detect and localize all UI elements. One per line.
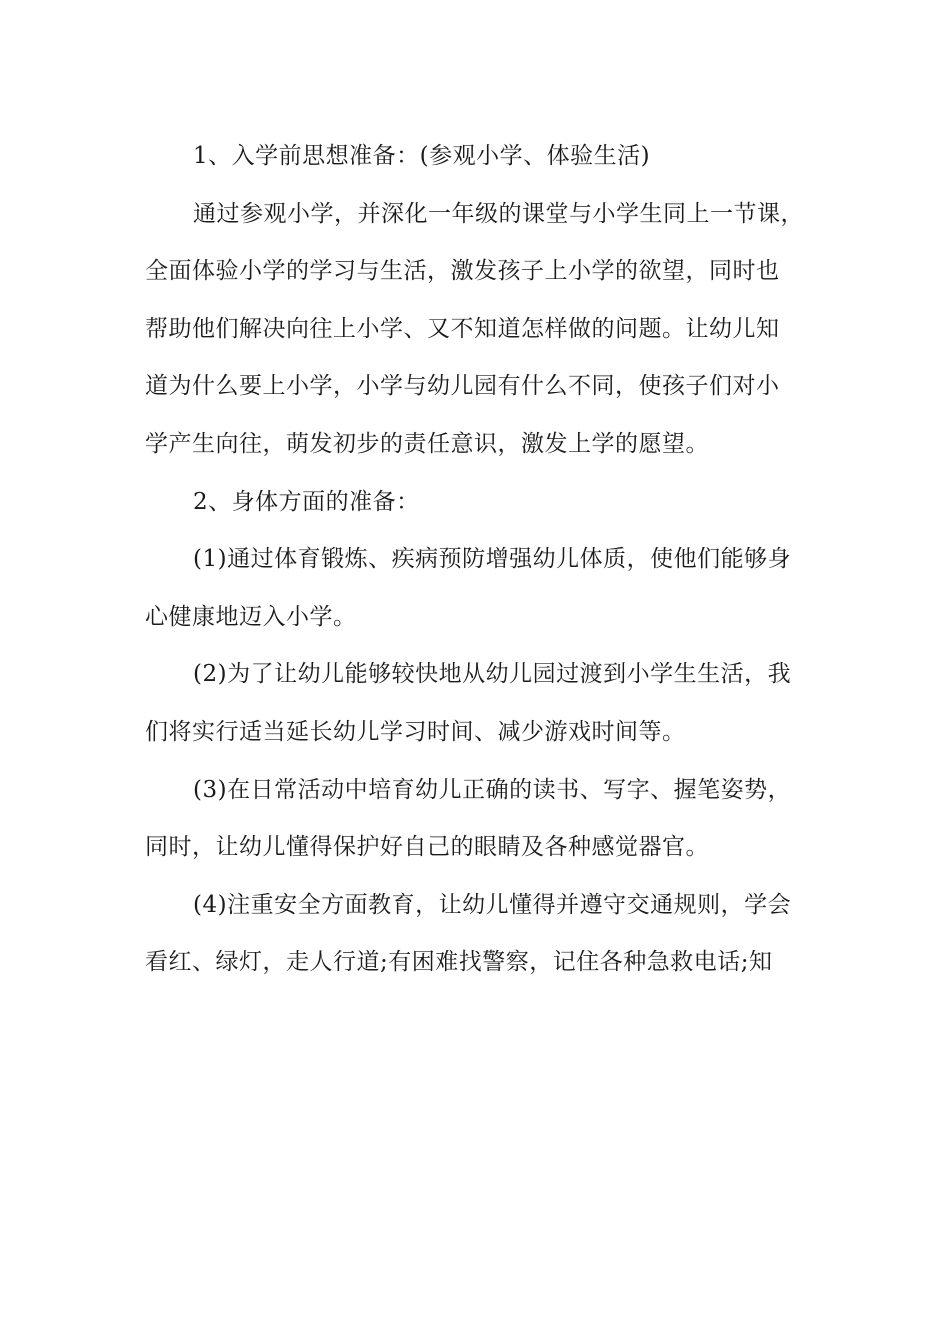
text-line: (1)通过体育锻炼、疾病预防增强幼儿体质，使他们能够身: [193, 546, 792, 573]
paragraph-item-2: [145, 646, 810, 761]
heading-2: [145, 474, 810, 532]
heading-1: [145, 128, 810, 186]
text-line: 通过参观小学，并深化一年级的课堂与小学生同上一节课，: [193, 200, 804, 227]
text-line: 帮助他们解决向往上小学、又不知道怎样做的问题。让幼儿知: [145, 315, 780, 342]
text-line: 1、入学前思想准备：(参观小学、体验生活): [193, 143, 651, 169]
text-line: 2、身体方面的准备：: [193, 488, 420, 515]
paragraph-item-4: [145, 877, 810, 992]
document-body: [145, 128, 810, 992]
text-line: 学产生向往，萌发初步的责任意识，激发上学的愿望。: [145, 430, 709, 457]
text-line: (3)在日常活动中培育幼儿正确的读书、写字、握笔姿势，: [193, 776, 792, 803]
text-line: 全面体验小学的学习与生活，激发孩子上小学的欲望，同时也: [145, 258, 780, 285]
text-line: (4)注重安全方面教育，让幼儿懂得并遵守交通规则，学会: [193, 891, 792, 918]
text-line: 们将实行适当延长幼儿学习时间、减少游戏时间等。: [145, 718, 686, 745]
paragraph-item-3: [145, 762, 810, 877]
text-line: (2)为了让幼儿能够较快地从幼儿园过渡到小学生生活，我: [193, 661, 792, 688]
paragraph-item-1: [145, 531, 810, 646]
text-line: 看红、绿灯，走人行道;有困难找警察，记住各种急救电话;知: [145, 949, 773, 976]
text-line: 同时，让幼儿懂得保护好自己的眼睛及各种感觉器官。: [145, 834, 709, 861]
text-line: 心健康地迈入小学。: [145, 603, 357, 630]
paragraph-1: [145, 186, 810, 474]
text-line: 道为什么要上小学，小学与幼儿园有什么不同，使孩子们对小: [145, 373, 780, 400]
